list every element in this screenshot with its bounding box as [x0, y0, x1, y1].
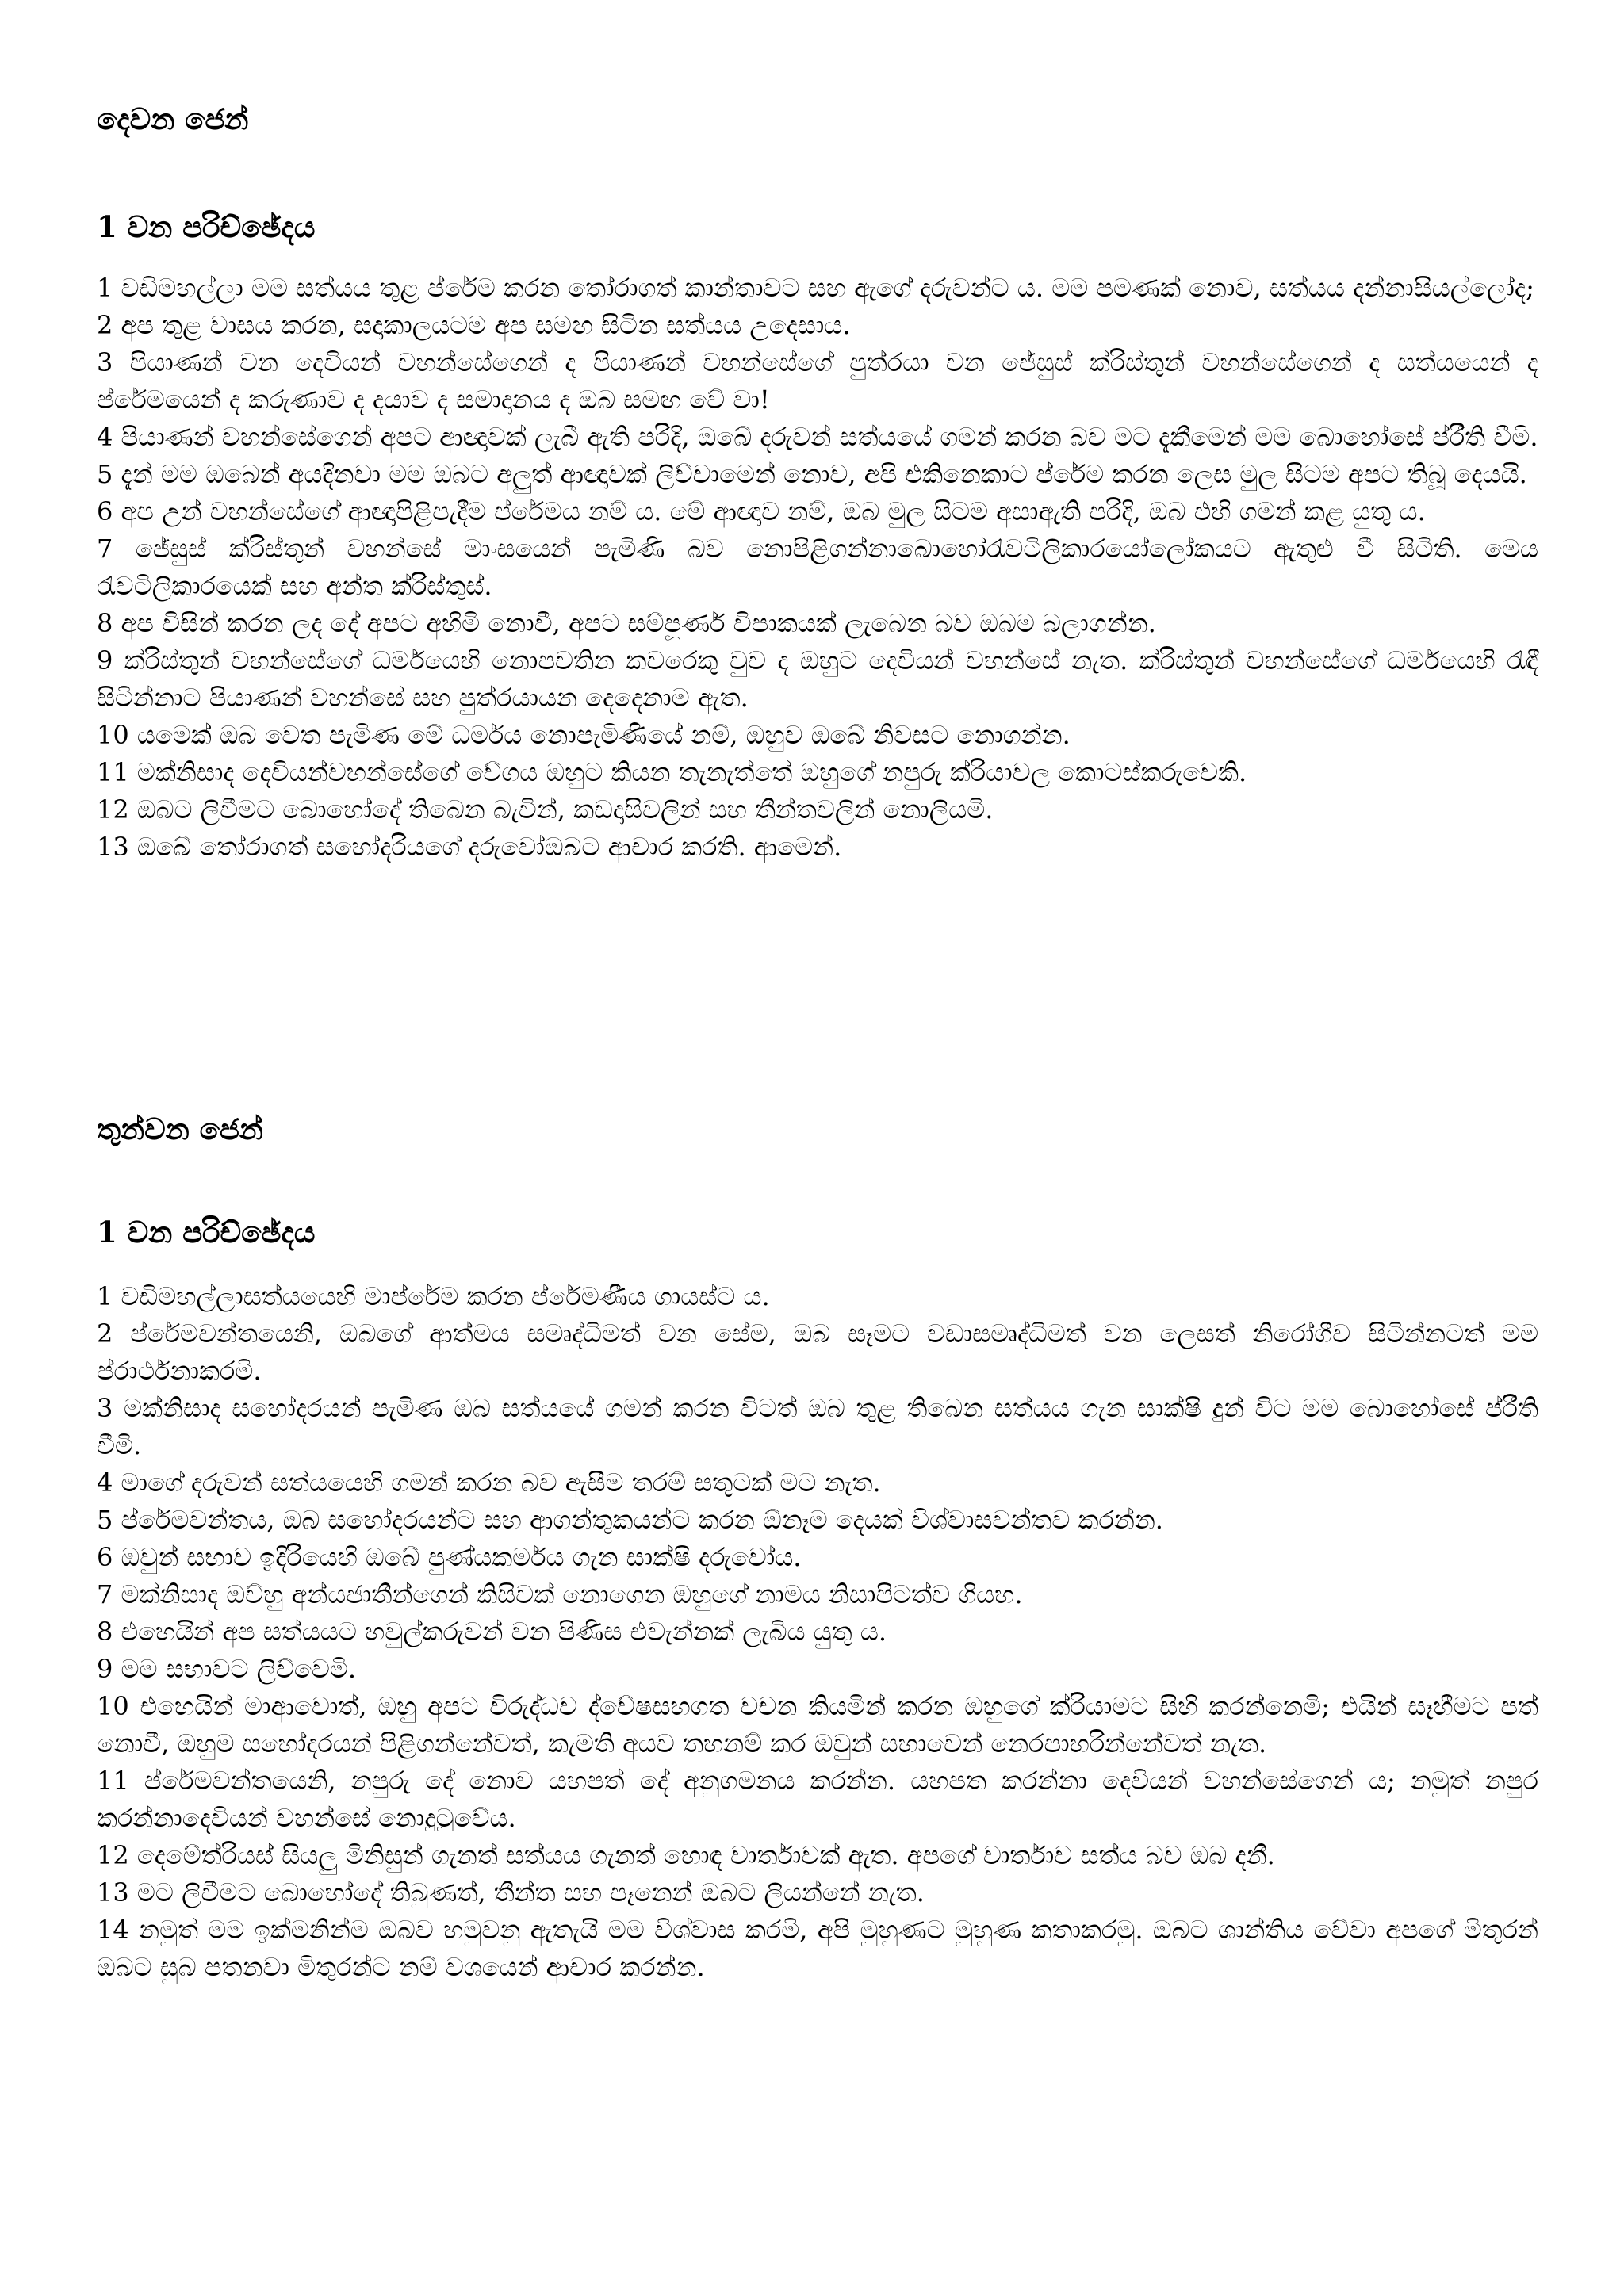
- verse: 8 අප විසින් කරන ලද දේ අපට අහිමි නොවී, අපට සම්පූර්ණ විපාකයක් ලැබෙන බව ඔබම බලාගන්න.: [97, 608, 1156, 638]
- verse: 1 වඩිමහල්ලාසත්යයෙහි මාප්රේම කරන ප්රේමණීය ගායස්ට ය.: [97, 1281, 770, 1311]
- verse: 2 අප තුළ වාසය කරන, සදාකාලයටම අප සමඟ සිටින සත්යය උදෙසාය.: [97, 310, 851, 340]
- verse: 9 ක්රිස්තුන් වහන්සේගේ ධර්මයෙහි නොපවතින කවරෙකු වුව ද ඔහුට දෙවියන් වහන්සේ නැත. ක්රිස්තුන් වහන්සේගේ ධර්මයෙහි රැඳී සිටින්නාට පියාණන් වහන්සේ සහ පුත්රයායන දෙදෙනාම ඇත.: [97, 645, 1538, 713]
- verse: 10 එහෙයින් මාආවොත්, ඔහු අපට විරුද්ධව ද්වේෂසහගත වචන කියමින් කරන ඔහුගේ ක්රියාමට සිහි කරන්නෙමි; එයින් සෑහීමට පත් නොවී, ඔහුම සහෝදරයන් පිළිගන්නේවත්, කැමති අයව තහනම් කර ඔවුන් සභාවෙන් නෙරපාහරින්නේවත් නැත.: [97, 1691, 1538, 1758]
- verse: 12 ඔබට ලිවීමට බොහෝදේ තිබෙන බැවින්, කඩදාසිවලින් සහ තීන්තවලින් නොලියමි.: [97, 794, 994, 825]
- chapter-heading: 1 වන පරිච්ඡේදය: [97, 209, 316, 244]
- verse: 8 එහෙයින් අප සත්යයට හවුල්කරුවන් වන පිණිස එවැන්නක් ලැබිය යුතු ය.: [97, 1617, 887, 1647]
- verse: 5 දැන් මම ඔබෙන් අයදිනවා මම ඔබට අලුත් ආඥාවක් ලිව්වාමෙන් නොව, අපි එකිනෙකාට ප්රේම කරන ලෙස මුල සිටම අපට තිබූ දෙයයි.: [97, 459, 1527, 489]
- verse: 6 අප උන් වහන්සේගේ ආඥාපිළිපැදීම ප්රේමය නම් ය. මේ ආඥාව නම්, ඔබ මුල සිටම අසාඇති පරිදි, ඔබ එහි ගමන් කළ යුතු ය.: [97, 496, 1426, 526]
- verse: 13 ඔබේ තෝරාගත් සහෝදරියගේ දරුවෝඔබට ආචාර කරති. ආමෙන්.: [97, 832, 842, 862]
- verse: 10 යමෙක් ඔබ වෙත පැමිණ මේ ධර්මය නොපැමිණියේ නම්, ඔහුව ඔබේ නිවසට නොගන්න.: [97, 720, 1071, 750]
- chapter-heading: 1 වන පරිච්ඡේදය: [97, 1215, 316, 1249]
- verse: 5 ප්රේමවන්තය, ඔබ සහෝදරයන්ට සහ ආගන්තුකයන්ට කරන ඕනෑම දෙයක් විශ්වාසවන්තව කරන්න.: [97, 1505, 1163, 1535]
- verse: 9 මම සභාවට ලිව්වෙමි.: [97, 1654, 357, 1684]
- verse: 14 නමුත් මම ඉක්මනින්ම ඔබව හමුවනු ඇතැයි මම විශ්වාස කරමි, අපි මුහුණට මුහුණ කතාකරමු. ඔබට ශාන්තිය වේවා අපගේ මිතුරන් ඔබට සුබ පතනවා මිතුරන්ට නම් වශයෙන් ආචාර කරන්න.: [97, 1915, 1538, 1982]
- verse: 7 මක්නිසාද ඔව්හු අන්යජාතීන්ගෙන් කිසිවක් නොගෙන ඔහුගේ නාමය නිසාපිටත්ව ගියහ.: [97, 1579, 1023, 1609]
- book-title: තුන්වන ජෙන්: [97, 1112, 263, 1146]
- verse: 12 දෙමේත්රියස් සියලු මිනිසුන් ගැනත් සත්යය ගැනත් හොඳ වාර්තාවක් ඇත. අපගේ වාර්තාව සත්ය බව ඔබ දනී.: [97, 1840, 1275, 1870]
- verse: 3 පියාණන් වන දෙවියන් වහන්සේගෙන් ද පියාණන් වහන්සේගේ පුත්රයා වන ජේසුස් ක්රිස්තුන් වහන්සේගෙන් ද සත්යයෙන් ද ප්රේමයෙන් ද කරුණාව ද දයාව ද සමාදානය ද ඔබ සමඟ වේ වා!: [97, 347, 1538, 415]
- verse: 2 ප්රේමවන්තයෙනි, ඔබගේ ආත්මය සමෘද්ධිමත් වන සේම, ඔබ සෑමට වඩාසමෘද්ධිමත් වන ලෙසත් නිරෝගීව සිටින්නටත් මම ප්රාර්ථනාකරමි.: [97, 1318, 1538, 1386]
- verse: 4 මාගේ දරුවන් සත්යයෙහි ගමන් කරන බව ඇසීම තරම් සතුටක් මට නැත.: [97, 1468, 881, 1498]
- verse-list: [97, 1278, 1538, 1986]
- verse: 11 ප්රේමවන්තයෙනි, නපුරු දේ නොව යහපත් දේ අනුගමනය කරන්න. යහපත කරන්නා දෙවියන් වහන්සේගෙන් ය; නමුත් නපුර කරන්නාදෙවියන් වහන්සේ නොදුටුවේය.: [97, 1766, 1538, 1833]
- verse: 7 ජේසුස් ක්රිස්තුන් වහන්සේ මාංසයෙන් පැමිණි බව නොපිළිගන්නාබොහෝරැවටිලිකාරයෝලෝකයට ඇතුළු වී සිටිති. මෙය රැවටිලිකාරයෙක් සහ අන්ත ක්රිස්තුස්.: [97, 534, 1538, 601]
- verse: 13 මට ලිවීමට බොහෝදේ තිබුණත්, තීන්ත සහ පෑනෙන් ඔබට ලියන්නේ නැත.: [97, 1877, 925, 1908]
- verse: 6 ඔවුන් සභාව ඉදිරියෙහි ඔබේ පුණ්යකර්මය ගැන සාක්ෂි දරුවෝය.: [97, 1542, 802, 1572]
- verse: 4 පියාණන් වහන්සේගෙන් අපට ආඥාවක් ලැබී ඇති පරිදි, ඔබේ දරුවන් සත්යයේ ගමන් කරන බව මට දැකීමෙන් මම බොහෝසේ ප්රීති වීමි.: [97, 422, 1538, 452]
- book-title: දෙවන ජෙන්: [97, 101, 249, 136]
- verse-list: [97, 270, 1538, 866]
- verse: 3 මක්නිසාද සහෝදරයන් පැමිණ ඔබ සත්යයේ ගමන් කරන විටත් ඔබ තුළ තිබෙන සත්යය ගැන සාක්ෂි දුන් විට මම බොහෝසේ ප්රීති වීමි.: [97, 1393, 1538, 1460]
- verse: 11 මක්නිසාද දෙවියන්වහන්සේගේ වේගය ඔහුට කියන තැනැත්තේ ඔහුගේ නපුරු ක්රියාවල කොටස්කරුවෙකි.: [97, 757, 1247, 787]
- verse: 1 වඩිමහල්ලා මම සත්යය තුළ ප්රේම කරන තෝරාගත් කාන්තාවට සහ ඇගේ දරුවන්ට ය. මම පමණක් නොව, සත්යය දන්නාසියල්ලෝද;: [97, 273, 1534, 303]
